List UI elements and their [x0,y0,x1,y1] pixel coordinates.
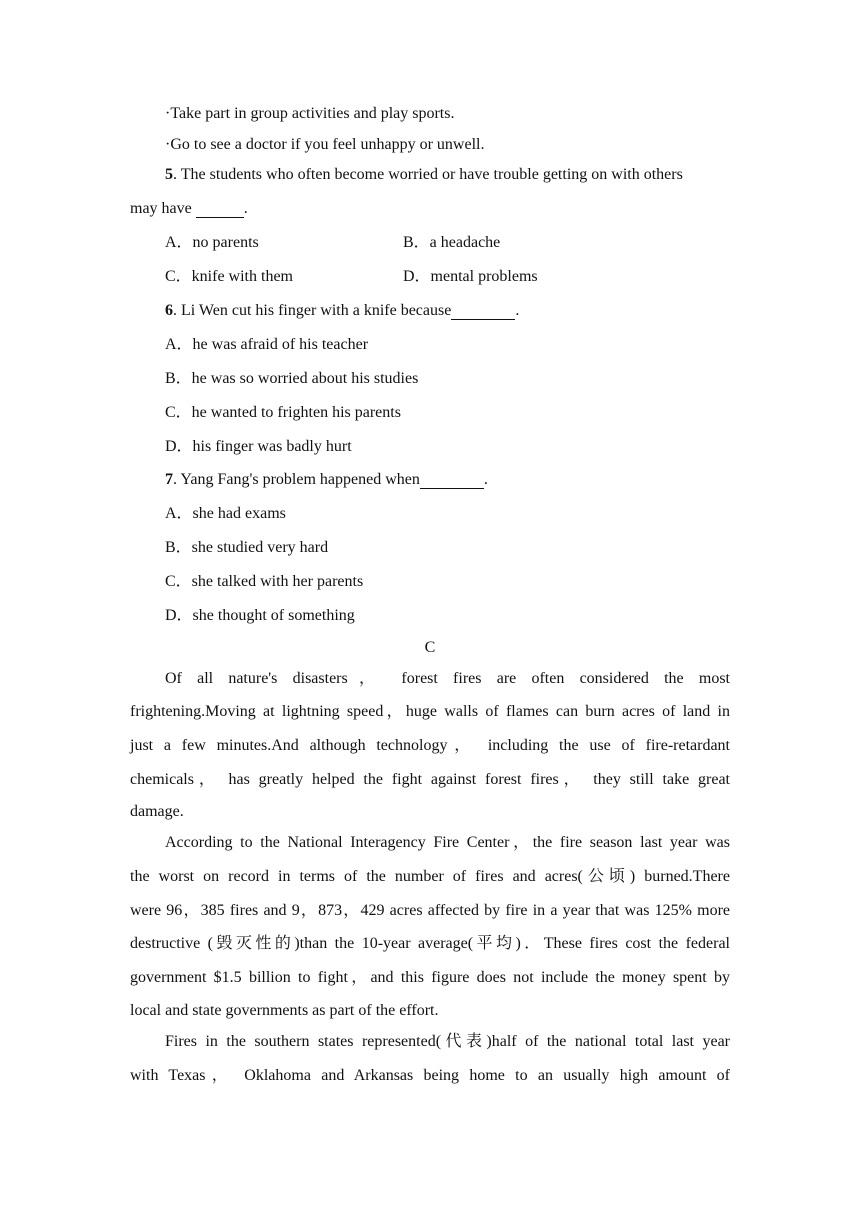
answer-blank[interactable] [196,200,244,218]
question-number: 5 [165,166,173,183]
option-c[interactable]: C．he wanted to frighten his parents [165,404,401,421]
question-text: . The students who often become worried or have trouble getting on with others [173,166,683,183]
option-a[interactable]: A．she had exams [165,505,286,522]
question-text: may have [130,200,196,217]
passage-line: Fires in the southern states represented(代表)half of the national total last year [165,1033,730,1050]
option-d[interactable]: D．she thought of something [165,607,355,624]
option-d[interactable]: D．his finger was badly hurt [165,438,352,455]
option-c[interactable]: C．she talked with her parents [165,573,364,590]
passage-line: damage. [130,803,184,820]
passage-line: were 96，385 fires and 9，873，429 acres affected by fire in a year that was 125% more [130,902,730,919]
question-end: . [515,302,520,319]
option-a[interactable]: A．he was afraid of his teacher [165,336,369,353]
passage-line: government $1.5 billion to fight，and this figure does not include the money spent by [130,969,730,986]
question-5 [165,165,683,185]
answer-blank[interactable] [420,471,484,489]
passage-line: the worst on record in terms of the number of fires and acres(公顷) burned.There [130,868,730,885]
question-end: . [243,200,248,217]
section-label: C [424,639,436,656]
tip-bullet: ·Go to see a doctor if you feel unhappy or unwell. [165,136,485,153]
question-end: . [483,471,488,488]
question-text: . Li Wen cut his finger with a knife because [173,302,452,319]
passage-line: According to the National Interagency Fire Center，the fire season last year was [165,834,730,851]
question-number: 7 [165,471,173,488]
answer-blank[interactable] [451,302,515,320]
question-5-cont [130,199,248,219]
question-text: . Yang Fang's problem happened when [173,471,420,488]
passage-line: chemicals， has greatly helped the fight against forest fires， they still take great [130,771,730,788]
option-c[interactable]: C．knife with them [165,268,293,285]
question-7 [165,470,488,490]
option-b[interactable]: B．a headache [403,234,501,251]
passage-line: destructive (毁灭性的)than the 10-year average(平均)．These fires cost the federal [130,935,730,952]
question-6 [165,301,519,321]
option-d[interactable]: D．mental problems [403,268,538,285]
passage-line: Of all nature's disasters， forest fires are often considered the most [165,670,730,687]
passage-line: with Texas， Oklahoma and Arkansas being home to an usually high amount of [130,1067,730,1084]
passage-line: local and state governments as part of the effort. [130,1002,439,1019]
tip-bullet: ·Take part in group activities and play sports. [165,105,455,122]
option-b[interactable]: B．he was so worried about his studies [165,370,419,387]
option-b[interactable]: B．she studied very hard [165,539,329,556]
passage-line: just a few minutes.And although technology， including the use of fire-retardant [130,737,730,754]
question-number: 6 [165,302,173,319]
option-a[interactable]: A．no parents [165,234,259,251]
passage-line: frightening.Moving at lightning speed，huge walls of flames can burn acres of land in [130,703,730,720]
